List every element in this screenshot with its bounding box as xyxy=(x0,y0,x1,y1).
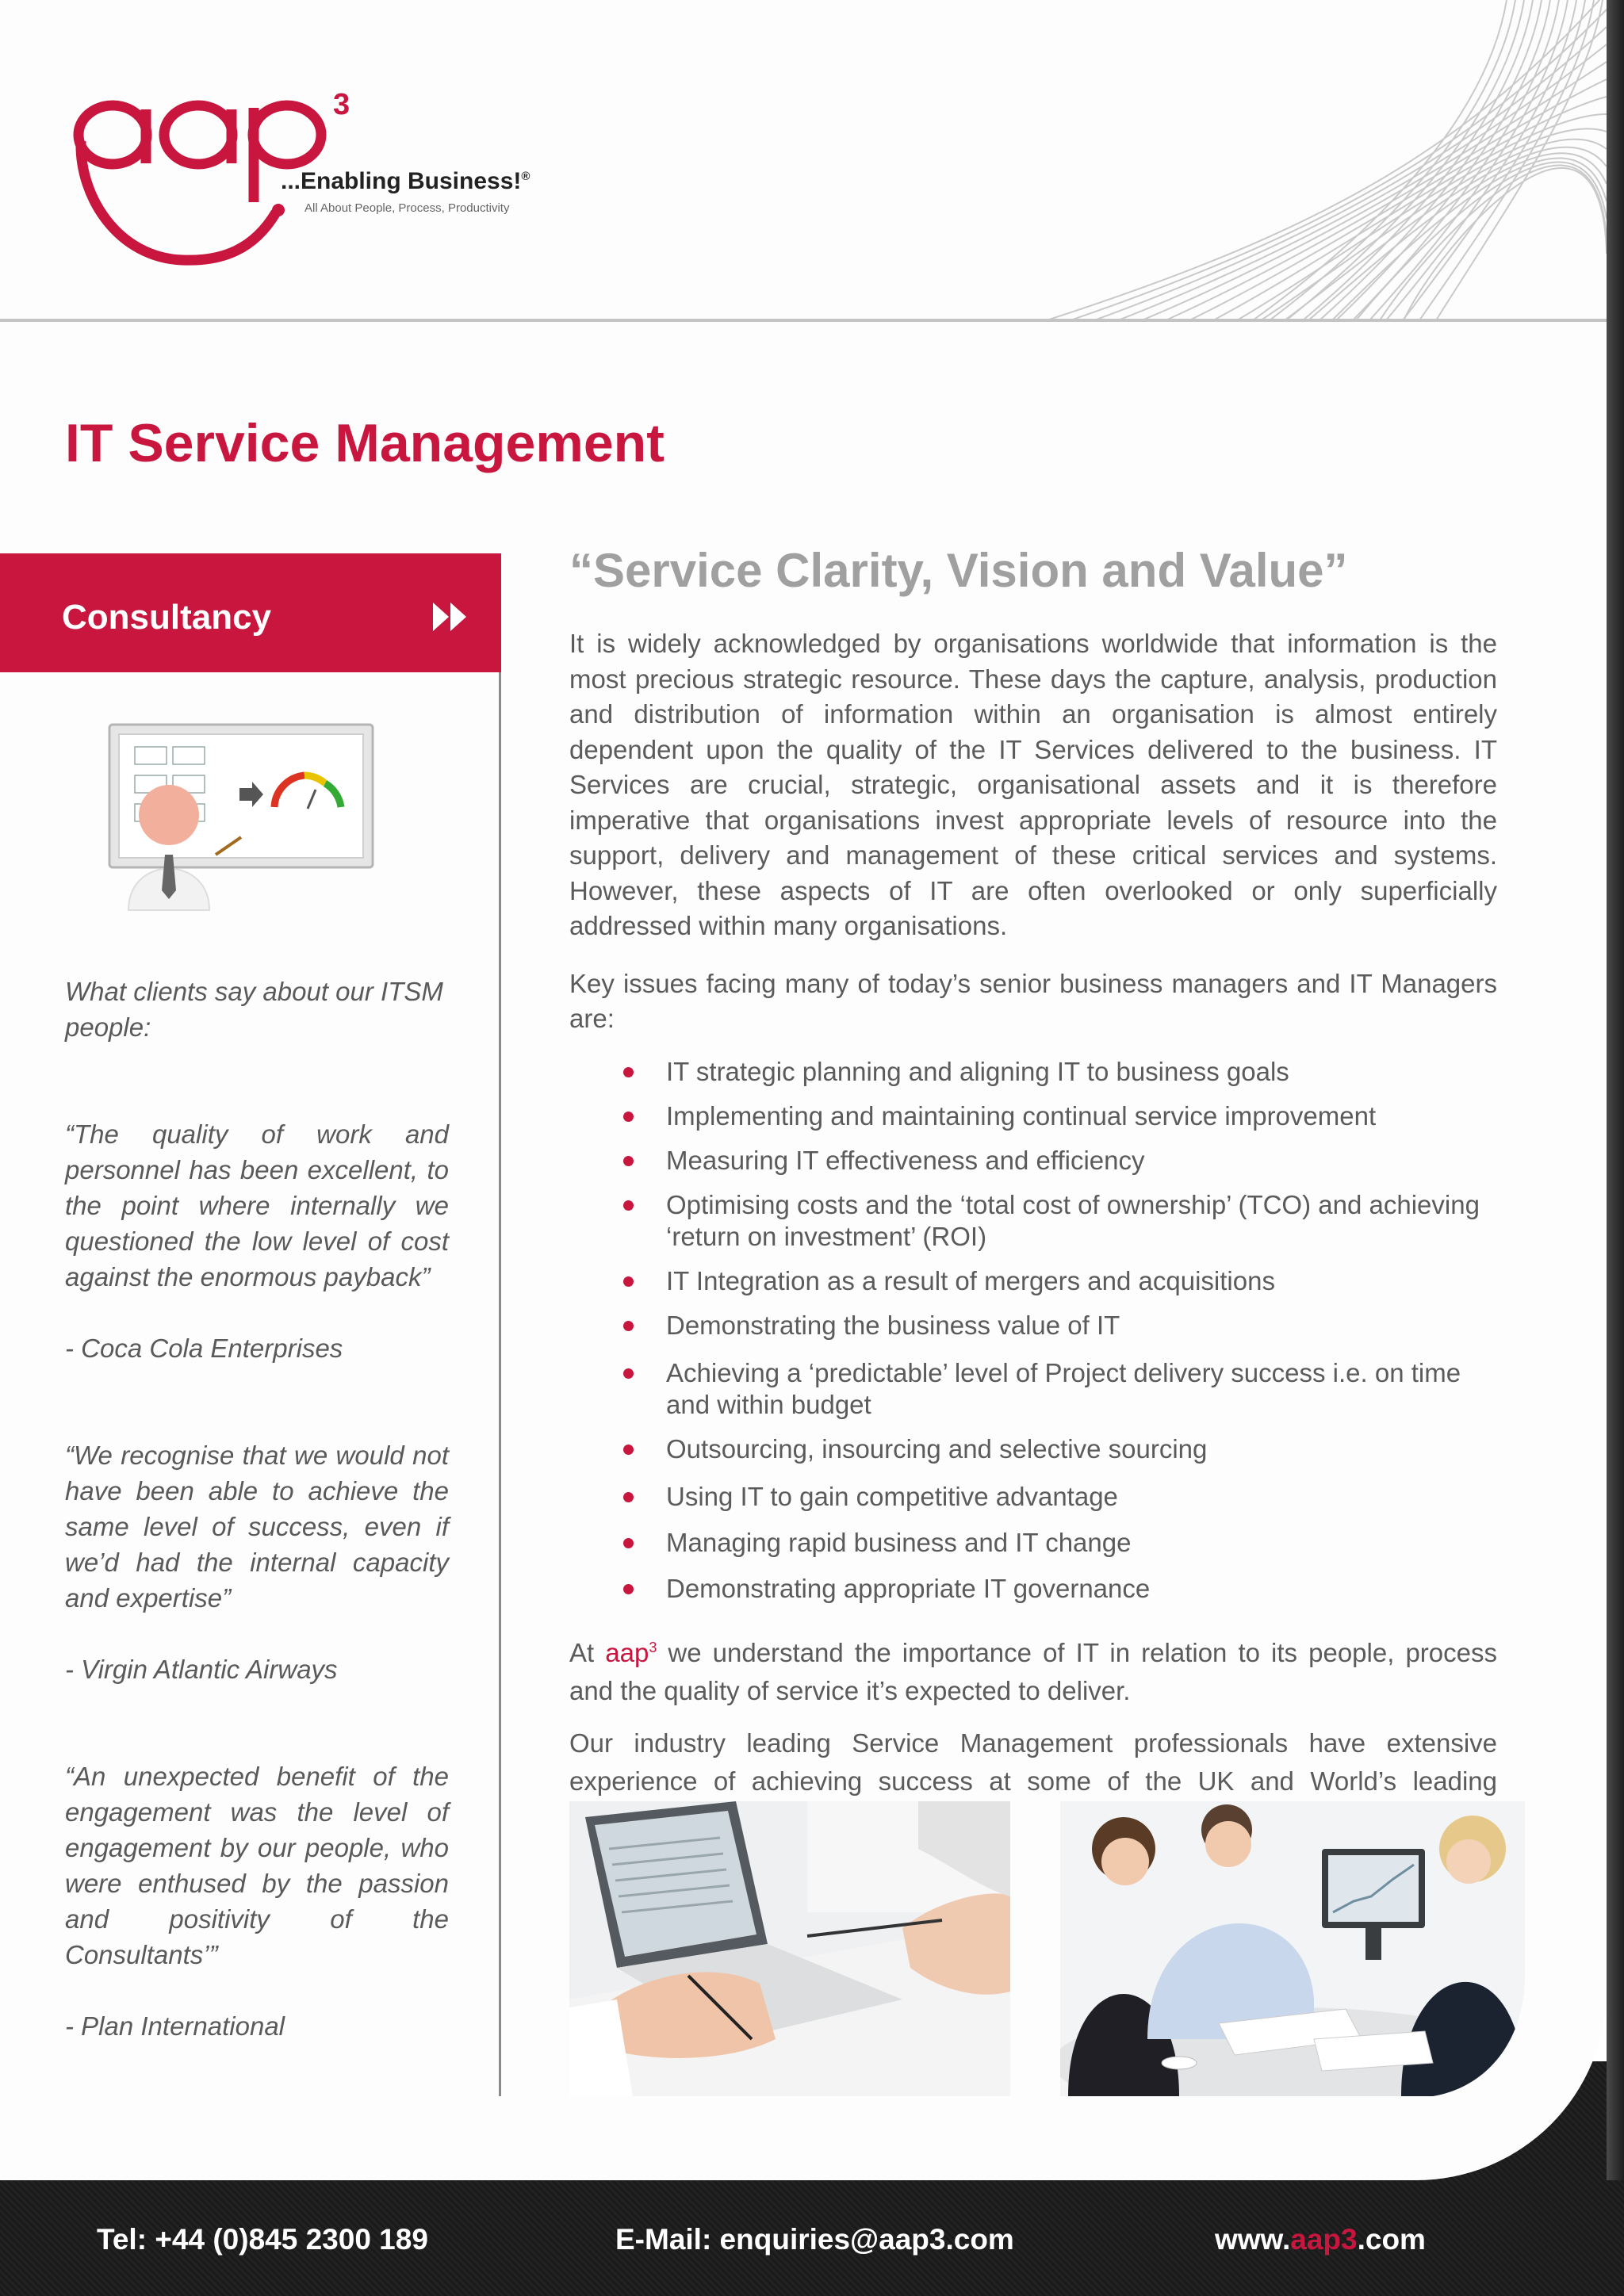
footer-website: www.aap3.com xyxy=(1215,2223,1426,2256)
testimonials-sidebar xyxy=(65,974,449,2044)
list-item: Measuring IT effectiveness and efficiency xyxy=(569,1145,1497,1177)
testimonials-intro: What clients say about our ITSM people: xyxy=(65,977,443,1042)
footer xyxy=(0,2180,1624,2296)
logo-subtagline: All About People, Process, Productivity xyxy=(304,201,510,215)
consultancy-tab xyxy=(0,553,501,672)
intro-paragraph: It is widely acknowledged by organisations worldwide that information is the most precious strategic resource. These days the capture, analysis, production and distribution of information within an organisation is almost entirely dependent upon the quality of the IT Services delivered to the business. IT Services are crucial, strategic, organisational assets and it is therefore imperative that organisations invest appropriate levels of resource into the support, delivery and management of these critical services and systems. However, these aspects of IT are often overlooked or only superficially addressed within many organisations. xyxy=(569,629,1497,940)
list-item: Demonstrating appropriate IT governance xyxy=(569,1573,1497,1605)
list-item: IT Integration as a result of mergers and acquisitions xyxy=(569,1265,1497,1297)
key-issues-list xyxy=(569,1056,1497,1605)
wireframe-curve xyxy=(1332,158,1607,320)
slogan-heading: “Service Clarity, Vision and Value” xyxy=(569,544,1348,597)
list-item: Outsourcing, insourcing and selective sourcing xyxy=(569,1433,1497,1465)
wireframe-curve xyxy=(1303,0,1533,320)
wireframe-curve xyxy=(1356,162,1607,320)
testimonial-quote: “The quality of work and personnel has been excellent, to the point where internally we questioned the low level of cost against the enormous payback” xyxy=(65,1119,449,1292)
wireframe-curve xyxy=(1118,44,1607,320)
business-team-photo xyxy=(1060,1801,1525,2096)
footer-phone: Tel: +44 (0)845 2300 189 xyxy=(97,2223,428,2256)
svg-text:3: 3 xyxy=(333,88,350,121)
testimonial-quote: “We recognise that we would not have been able to achieve the same level of success, even if we’d had the internal capacity and expertise” xyxy=(65,1441,449,1613)
page-edge-shadow xyxy=(1607,0,1624,2180)
list-item: IT strategic planning and aligning IT to business goals xyxy=(569,1056,1497,1088)
laptop-meeting-photo xyxy=(569,1801,1010,2096)
wireframe-decoration xyxy=(1015,0,1607,320)
list-item: Using IT to gain competitive advantage xyxy=(569,1481,1497,1513)
testimonial-source: - Coca Cola Enterprises xyxy=(65,1334,343,1363)
logo-tagline: ...Enabling Business!® xyxy=(281,168,530,194)
consultancy-tab-label: Consultancy xyxy=(62,598,272,637)
presenter-illustration xyxy=(106,720,376,918)
testimonial-source: - Virgin Atlantic Airways xyxy=(65,1655,338,1684)
list-item: Achieving a ‘predictable’ level of Project delivery success i.e. on time and within budget xyxy=(569,1357,1497,1421)
list-item: Managing rapid business and IT change xyxy=(569,1527,1497,1559)
wireframe-curve xyxy=(1308,153,1607,320)
list-item: Demonstrating the business value of IT xyxy=(569,1310,1497,1341)
sidebar-divider xyxy=(499,672,501,2096)
wireframe-curve xyxy=(1047,0,1607,320)
wireframe-curve xyxy=(1270,0,1515,320)
list-item: Implementing and maintaining continual service improvement xyxy=(569,1100,1497,1132)
wireframe-curve xyxy=(1253,0,1507,320)
page-title: IT Service Management xyxy=(65,413,665,473)
footer-email: E-Mail: enquiries@aap3.com xyxy=(615,2223,1014,2256)
wireframe-curve xyxy=(1286,0,1524,320)
list-item: Optimising costs and the ‘total cost of ownership’ (TCO) and achieving ‘return on investment’ (ROI) xyxy=(569,1189,1497,1253)
closing-paragraph: At aap$^3$ we understand the importance of IT in relation to its people, process and the quality of service it’s expected to deliver. xyxy=(569,1637,1497,1705)
key-issues-intro: Key issues facing many of today’s senior business managers and IT Managers are: xyxy=(569,968,1497,1033)
final-paragraph: Our industry leading Service Management professionals have extensive experience of achieving success at some of the UK and World’s leading xyxy=(569,1728,1497,1796)
testimonial-quote: “An unexpected benefit of the engagement was the level of engagement by our people, who were enthused by the passion and positivity of the Consultants’” xyxy=(65,1762,449,1969)
brand-inline: aap xyxy=(605,1637,649,1667)
header-divider xyxy=(0,319,1607,322)
testimonial-source: - Plan International xyxy=(65,2011,285,2041)
double-chevron-icon xyxy=(431,601,469,633)
main-content xyxy=(569,539,1497,1839)
